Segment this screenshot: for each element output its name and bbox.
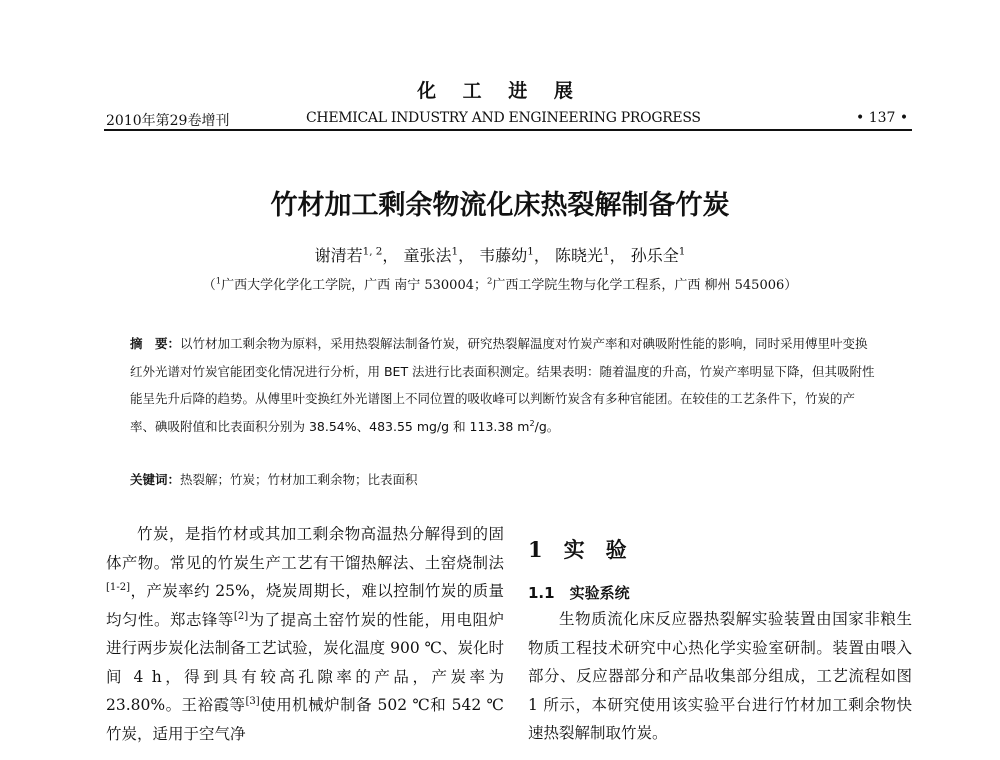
author-list — [0, 243, 1000, 266]
author-name: 童张法 — [403, 246, 452, 265]
author-separator: ， — [609, 246, 626, 265]
author-affiliation-mark: 1 — [451, 245, 459, 258]
author-separator: ， — [382, 246, 399, 265]
author-separator: ， — [458, 246, 475, 265]
citation-ref: [1-2] — [106, 581, 131, 593]
abstract-text-end: /g。 — [534, 418, 560, 434]
abstract — [130, 330, 878, 440]
body-text: ，产炭率约 25%，烧炭周期长，难以控制竹炭的质量均匀性。郑志锋等 — [106, 582, 504, 629]
citation-ref: [2] — [233, 610, 249, 622]
affiliations — [0, 274, 1000, 293]
author-name: 韦藤幼 — [479, 246, 528, 265]
abstract-label: 摘 要： — [130, 336, 181, 351]
affiliation-mark: 1 — [215, 275, 222, 286]
issue-info: 2010年第29卷增刊 — [106, 113, 230, 129]
body-text: 竹炭，是指竹材或其加工剩余物高温热分解得到的固体产物。常见的竹炭生产工艺有干馏热解法、土窑烧制法 — [106, 525, 504, 572]
body-paragraph-right: 生物质流化床反应器热裂解实验装置由国家非粮生物质工程技术研究中心热化学实验室研制。装置由喂入部分、反应器部分和产品收集部分组成，工艺流程如图 1 所示，本研究使用该实验平台进行竹材加工剩余物快速热裂解制取竹炭。 — [528, 610, 912, 742]
citation-ref: [3] — [245, 695, 260, 707]
author-name: 谢清若 — [314, 246, 363, 265]
affiliation-2: 广西工学院生物与化学工程系，广西 柳州 545006） — [492, 278, 798, 293]
body-paragraph-left — [106, 520, 504, 748]
abstract-superscript: 2 — [529, 417, 535, 428]
author-affiliation-mark: 1 — [603, 245, 610, 258]
keywords-label: 关键词： — [130, 472, 181, 487]
subsection-heading: 1.1 实验系统 — [528, 584, 630, 602]
section-heading: 1 实 验 — [528, 537, 627, 562]
journal-english-title: CHEMICAL INDUSTRY AND ENGINEERING PROGRESS — [306, 110, 701, 126]
keywords — [130, 470, 878, 488]
body-text: 为了提高土窑竹炭的性能，用电阻炉进行两步炭化法制备工艺试验，炭化温度 900 ℃、炭化时间 4 h，得到具有较高孔隙率的产品，产炭率为 23.80%。王裕霞等 — [106, 610, 504, 714]
author-affiliation-mark: 1 — [527, 245, 534, 258]
author-affiliation-mark: 1, 2 — [362, 245, 383, 258]
author-separator: ， — [533, 246, 550, 265]
abstract-text: 以竹材加工剩余物为原料，采用热裂解法制备竹炭，研究热裂解温度对竹炭产率和对碘吸附性能的影响，同时采用傅里叶变换红外光谱对竹炭官能团变化情况进行分析，用 BET 法进行比表面积测定。结果表明：随着温度的升高，竹炭产率明显下降，但其吸附性能呈先升后降的趋势。从傅里叶变换红外光谱图上不同位置的吸收峰可以判断竹炭含有多种官能团。在较佳的工艺条件下，竹炭的产率、碘吸附值和比表面积分别为 38.54%、483.55 mg/g 和 113.38 m — [130, 336, 875, 434]
affiliation-mark: 2 — [487, 275, 493, 286]
body-text: 使用机械炉制备 502 ℃和 542 ℃竹炭，适用于空气净 — [106, 696, 505, 743]
keywords-text: 热裂解；竹炭；竹材加工剩余物；比表面积 — [180, 472, 418, 487]
author-affiliation-mark: 1 — [678, 245, 686, 258]
header-rule — [104, 129, 912, 131]
affiliation-1: 广西大学化学化工学院，广西 南宁 530004； — [221, 278, 487, 293]
author-name: 孙乐全 — [630, 246, 679, 265]
author-name: 陈晓光 — [555, 246, 604, 265]
affiliation-open-paren: （ — [202, 278, 216, 293]
article-title: 竹材加工剩余物流化床热裂解制备竹炭 — [270, 190, 730, 221]
journal-title: 化 工 进 展 — [417, 80, 583, 102]
page-number: • 137 • — [856, 110, 909, 126]
